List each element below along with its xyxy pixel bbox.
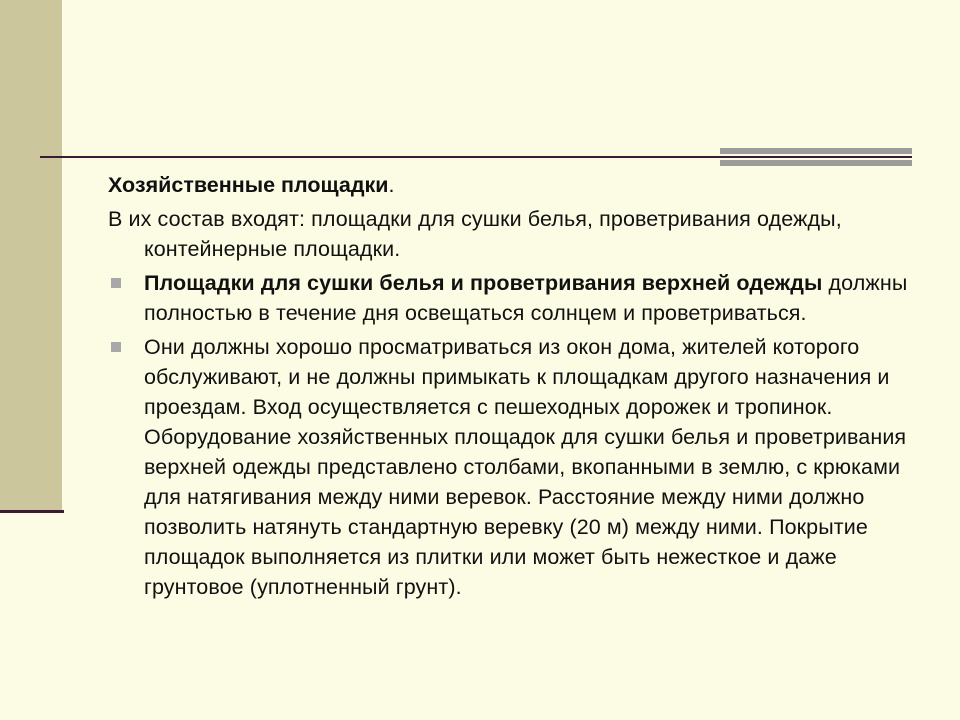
side-decor-rule — [0, 510, 64, 513]
intro-paragraph: В их состав входят: площадки для сушки белья, проветривания одежды, контейнерные площадки. — [108, 207, 842, 261]
bullet-text: Они должны хорошо просматриваться из окон дома, жителей которого обслуживают, и не должны примыкать к площадкам другого назначения и проездам. Вход осуществляется с пешеходных дорожек и тропинок. Оборудование хозяйственных площадок для сушки белья и проветривания верхней одежды представлено столбами, вкопанными в землю, с крюками для натягивания между ними веревок. Расстояние между ними должно позволить натянуть стандартную веревку (20 м) между ними. Покрытие площадок выполняется из плитки или может быть нежесткое и даже грунтовое (уплотненный грунт). — [144, 335, 907, 599]
bullet-item-visibility — [108, 332, 908, 602]
heading-period: . — [388, 173, 395, 197]
square-bullet-icon — [111, 342, 121, 352]
bullet-bold-text: Площадки для сушки белья и проветривания верхней одежды — [144, 271, 823, 295]
slide-content — [108, 170, 908, 606]
square-bullet-icon — [111, 278, 121, 288]
bullet-text: должны полностью в течение дня освещаться солнцем и проветриваться. — [144, 271, 908, 325]
bullet-item-drying-areas — [108, 268, 908, 328]
title-divider-accent — [720, 148, 912, 166]
side-decor-band — [0, 0, 62, 512]
slide-heading — [108, 170, 908, 200]
heading-text: Хозяйственные площадки — [108, 173, 389, 197]
